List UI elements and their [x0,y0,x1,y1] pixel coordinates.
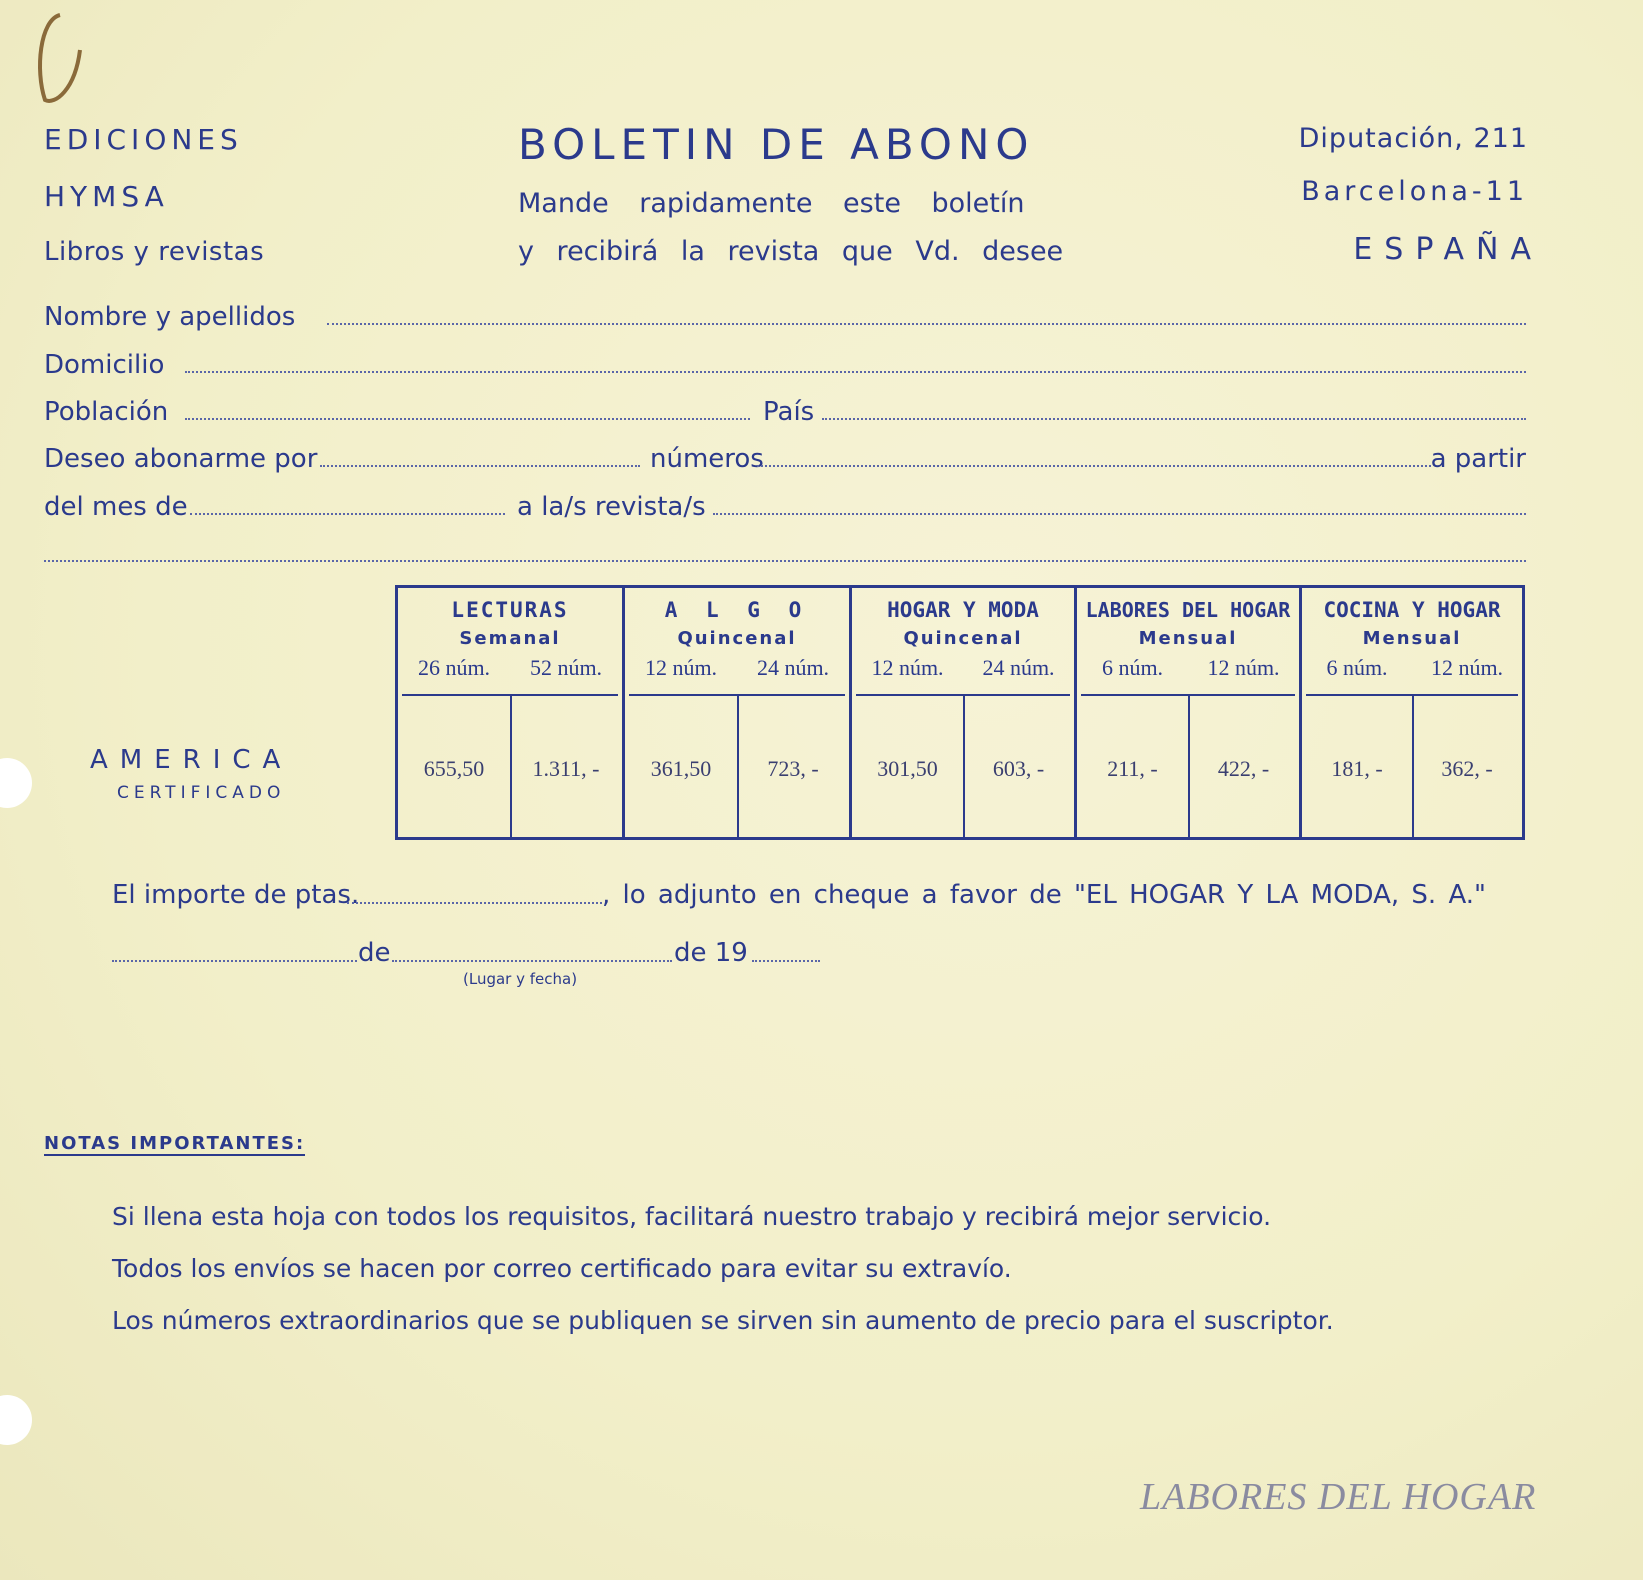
date-de-1: de [358,938,391,968]
year-field[interactable] [752,960,820,962]
address-city: Barcelona-11 [1301,176,1528,207]
from-label: a partir [1430,444,1526,474]
extra-line[interactable] [44,560,1526,562]
name-field[interactable] [327,323,1526,325]
subscribe-count-field[interactable] [320,465,640,467]
cheque-text: , lo adjunto en cheque a favor de "EL HOGAR Y LA MODA, S. A." [602,880,1487,910]
address-street: Diputación, 211 [1298,123,1528,154]
price-cell[interactable]: 422, - [1217,756,1270,781]
magazine-column [852,588,1077,837]
amount-label: El importe de ptas. [112,880,360,910]
magazine-frequency: Mensual [1138,628,1238,649]
magazine-frequency: Quincenal [677,628,797,649]
magazine-column [625,588,852,837]
punch-hole [0,1395,32,1445]
region-sublabel: CERTIFICADO [117,783,286,803]
magazine-name: COCINA Y HOGAR [1323,598,1501,622]
place-date-caption: (Lugar y fecha) [463,970,578,988]
issues-option: 12 núm. [644,655,718,680]
month-label: del mes de [44,492,188,522]
magazine-frequency: Semanal [459,628,561,649]
issues-option: 6 núm. [1101,655,1164,680]
magazine-column [398,588,625,837]
magazine-frequency: Mensual [1362,628,1462,649]
paperclip-mark [20,10,90,110]
price-cell[interactable]: 723, - [767,756,819,781]
issues-option: 6 núm. [1326,655,1388,680]
town-label: Población [44,397,169,427]
magazine-stamp: LABORES DEL HOGAR [1140,1476,1537,1518]
country-label: País [763,397,815,427]
address-field[interactable] [185,371,1526,373]
magazine-name: LECTURAS [451,598,569,622]
price-cell[interactable]: 301,50 [877,756,938,781]
price-cell[interactable]: 211, - [1107,756,1158,781]
publisher-brand: HYMSA [44,180,169,213]
country-field[interactable] [822,418,1526,420]
form-subtitle-2: y recibirá la revista que Vd. desee [518,236,1064,267]
price-cell[interactable]: 362, - [1441,756,1493,781]
price-cell[interactable]: 361,50 [650,756,712,781]
date-year-label: de 19 [674,938,748,968]
price-table [395,585,1525,840]
magazine-name: LABORES DEL HOGAR [1085,598,1291,622]
name-label: Nombre y apellidos [44,302,296,332]
place-field[interactable] [112,960,357,962]
numbers-label: números [650,444,764,474]
numbers-field[interactable] [757,465,1431,467]
address-country: ESPAÑA [1353,232,1543,267]
price-cell[interactable]: 603, - [992,756,1045,781]
publisher-tagline: Libros y revistas [44,237,265,267]
issues-option: 12 núm. [1430,655,1504,680]
magazine-frequency: Quincenal [903,628,1023,649]
magazine-column [1302,588,1522,837]
issues-option: 52 núm. [529,655,603,680]
address-label: Domicilio [44,350,165,380]
magazines-label: a la/s revista/s [517,492,706,522]
issues-option: 12 núm. [1207,655,1280,680]
note-item: Si llena esta hoja con todos los requisitos, facilitará nuestro trabajo y recibirá mejor servicio. [112,1202,1272,1231]
publisher-name: EDICIONES [44,123,243,156]
magazine-name: HOGAR Y MODA [887,598,1039,622]
note-item: Todos los envíos se hacen por correo certificado para evitar su extravío. [112,1254,1012,1283]
issues-option: 24 núm. [756,655,830,680]
notes-title: NOTAS IMPORTANTES: [44,1133,306,1154]
magazine-column [1077,588,1302,837]
subscribe-label: Deseo abonarme por [44,444,318,474]
magazines-field[interactable] [713,513,1526,515]
date-day-month-field[interactable] [392,960,672,962]
note-item: Los números extraordinarios que se publiquen se sirven sin aumento de precio para el suscriptor. [112,1306,1334,1335]
region-label: AMERICA [90,745,293,775]
month-field[interactable] [190,513,505,515]
price-cell[interactable]: 655,50 [423,756,485,781]
price-cell[interactable]: 1.311, - [532,756,600,781]
amount-field[interactable] [347,902,602,904]
magazine-name: A L G O [664,598,810,622]
punch-hole [0,758,32,808]
form-title: BOLETIN DE ABONO [518,120,1035,169]
town-field[interactable] [185,418,750,420]
form-subtitle-1: Mande rapidamente este boletín [518,188,1025,219]
issues-option: 12 núm. [871,655,944,680]
issues-option: 26 núm. [417,655,491,680]
issues-option: 24 núm. [982,655,1055,680]
price-cell[interactable]: 181, - [1331,756,1383,781]
